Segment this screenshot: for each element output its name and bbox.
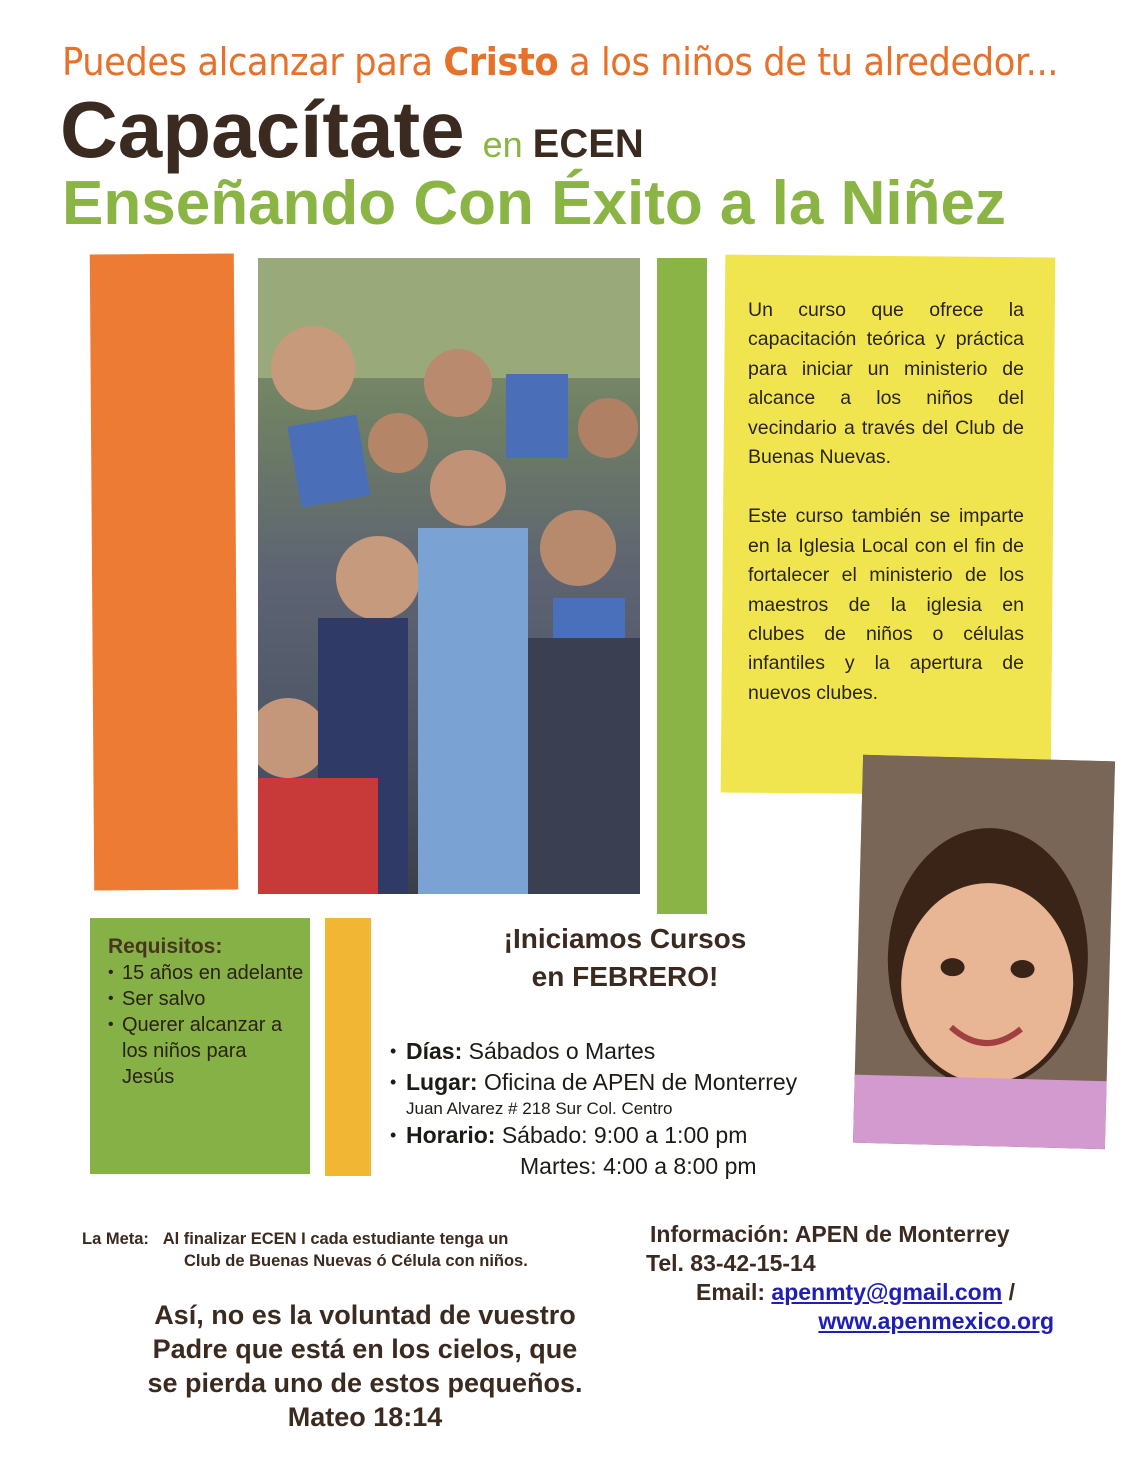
contact-org: Información: APEN de Monterrey <box>650 1221 1010 1247</box>
verse-line: Padre que está en los cielos, que <box>152 1334 578 1364</box>
verse-line: se pierda uno de estos pequeños. <box>147 1368 583 1398</box>
website-link[interactable]: www.apenmexico.org <box>818 1308 1054 1334</box>
title-en: en <box>482 124 523 165</box>
days-row: • Días: Sábados o Martes <box>390 1036 860 1067</box>
children-group-photo <box>258 258 640 894</box>
page-title: Capacítate en ECEN <box>60 85 644 174</box>
contact-email-row: Email: apenmty@gmail.com / <box>696 1279 1015 1305</box>
list-item: • 15 años en adelante <box>122 960 304 986</box>
announcement <box>420 920 830 996</box>
place-row: • Lugar: Oficina de APEN de Monterrey <box>390 1067 860 1098</box>
contact-phone: Tel. 83-42-15-14 <box>646 1250 816 1276</box>
orange-bar <box>90 254 238 891</box>
title-ecen: ECEN <box>532 122 644 166</box>
list-item: • Querer alcanzar a los niños para Jesús <box>122 1012 304 1090</box>
girl-portrait-photo <box>853 755 1115 1149</box>
goal: La Meta: Al finalizar ECEN I cada estudiante tenga un Club de Buenas Nuevas ó Célula con niños. <box>82 1228 642 1272</box>
verse-reference: Mateo 18:14 <box>287 1402 443 1432</box>
tagline: Puedes alcanzar para Cristo a los niños de tu alrededor... <box>62 40 1058 84</box>
page-subtitle: Enseñando Con Éxito a la Niñez <box>62 169 1006 238</box>
schedule-row: • Horario: Sábado: 9:00 a 1:00 pm <box>390 1120 860 1151</box>
requirements <box>108 934 304 1090</box>
email-link[interactable]: apenmty@gmail.com <box>771 1279 1003 1305</box>
announcement-line: ¡Iniciamos Cursos <box>503 923 747 954</box>
course-details <box>390 1036 860 1182</box>
children-photo-icon <box>258 258 640 894</box>
requirements-heading: Requisitos: <box>108 935 223 958</box>
description-paragraph: Un curso que ofrece la capacitación teórica y práctica para iniciar un ministerio de alcance a los niños del vecindario a través del Club de Buenas Nuevas. <box>748 299 1024 469</box>
course-description <box>748 296 1024 738</box>
schedule-row-2: Martes: 4:00 a 8:00 pm <box>520 1153 757 1179</box>
green-bar <box>657 258 707 914</box>
address: Juan Alvarez # 218 Sur Col. Centro <box>406 1099 673 1118</box>
contact-info <box>646 1220 1056 1336</box>
tagline-highlight: Cristo <box>443 40 559 84</box>
announcement-line: en FEBRERO! <box>531 961 719 992</box>
verse-line: Así, no es la voluntad de vuestro <box>154 1300 576 1330</box>
description-paragraph: Este curso también se imparte en la Iglesia Local con el fin de fortalecer el ministerio de los maestros de la iglesia en clubes de niños o células infantiles y la apertura de nuevos clubes. <box>748 505 1024 704</box>
list-item: • Ser salvo <box>122 986 304 1012</box>
bible-verse <box>110 1298 620 1434</box>
requirements-list <box>108 960 304 1090</box>
goal-line-2: Club de Buenas Nuevas ó Célula con niños. <box>184 1252 528 1270</box>
girl-photo-icon <box>853 755 1115 1149</box>
gold-bar <box>325 918 371 1176</box>
contact-website-row <box>646 1307 1056 1336</box>
